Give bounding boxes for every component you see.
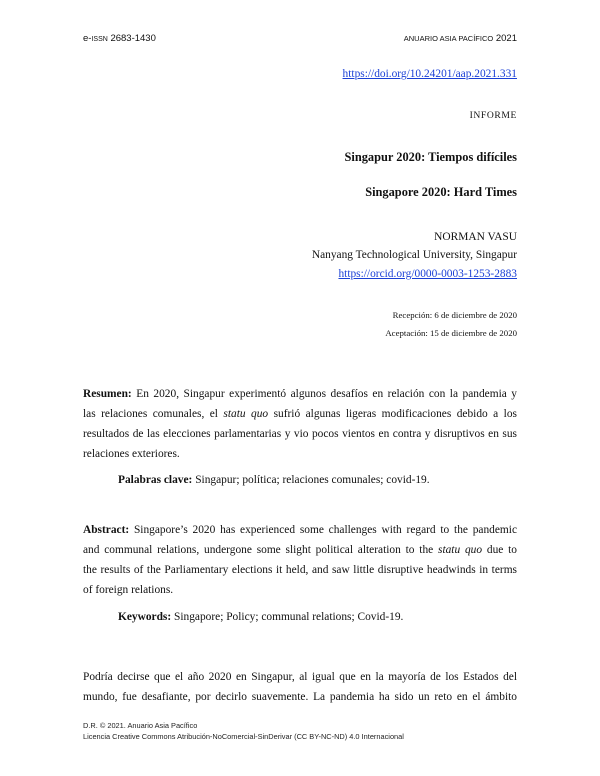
license-footer: Licencia Creative Commons Atribución-NoComercial-SinDerivar (CC BY-NC-ND) 4.0 Internacional	[83, 732, 404, 741]
doi-link[interactable]: https://doi.org/10.24201/aap.2021.331	[342, 68, 517, 80]
author-name: NORMAN VASU	[434, 231, 517, 243]
issn-header: e-ISSN 2683-1430	[83, 33, 156, 44]
section-label: INFORME	[469, 110, 517, 121]
abstract-label: Abstract:	[83, 524, 130, 536]
palabras-clave-label: Palabras clave:	[118, 474, 193, 486]
title-spanish: Singapur 2020: Tiempos difíciles	[344, 150, 517, 164]
accepted-date: Aceptación: 15 de diciembre de 2020	[385, 328, 517, 338]
copyright-footer: D.R. © 2021. Anuario Asia Pacífico	[83, 721, 198, 730]
title-english: Singapore 2020: Hard Times	[365, 185, 517, 199]
keywords: Keywords: Singapore; Policy; communal relations; Covid-19.	[118, 611, 404, 623]
issn-number: 2683-1430	[110, 33, 156, 44]
abstract-paragraph: Abstract: Singapore’s 2020 has experienced some challenges with regard to the pandemic and communal relations, undergone some slight political alteration to the statu quo due to the results of the Parliamentary elections it held, and saw little disruptive headwinds in terms of foreign relations.	[83, 524, 517, 596]
keywords-label: Keywords:	[118, 611, 172, 623]
palabras-clave: Palabras clave: Singapur; política; relaciones comunales; covid-19.	[118, 474, 430, 486]
issn-label: ISSN	[91, 36, 108, 43]
journal-year: 2021	[495, 33, 517, 44]
resumen-label: Resumen:	[83, 388, 132, 400]
journal-header	[404, 33, 517, 44]
orcid-link[interactable]: https://orcid.org/0000-0003-1253-2883	[338, 268, 517, 280]
author-affiliation: Nanyang Technological University, Singapur	[311, 249, 517, 261]
received-date: Recepción: 6 de diciembre de 2020	[392, 310, 517, 320]
resumen-paragraph: Resumen: En 2020, Singapur experimentó algunos desafíos en relación con la pandemia y las relaciones comunales, el statu quo sufrió algunas ligeras modificaciones debido a los resultados de las elecciones parlamentarias y vio pocos vientos en contra y disruptivos en sus relaciones exteriores.	[83, 388, 517, 460]
journal-name: ANUARIO ASIA PACÍFICO	[403, 34, 494, 43]
body-paragraph: Podría decirse que el año 2020 en Singapur, al igual que en la mayoría de los Estados del mundo, fue desafiante, por decirlo suavemente. La pandemia ha sido un reto en el ámbito	[83, 671, 517, 703]
